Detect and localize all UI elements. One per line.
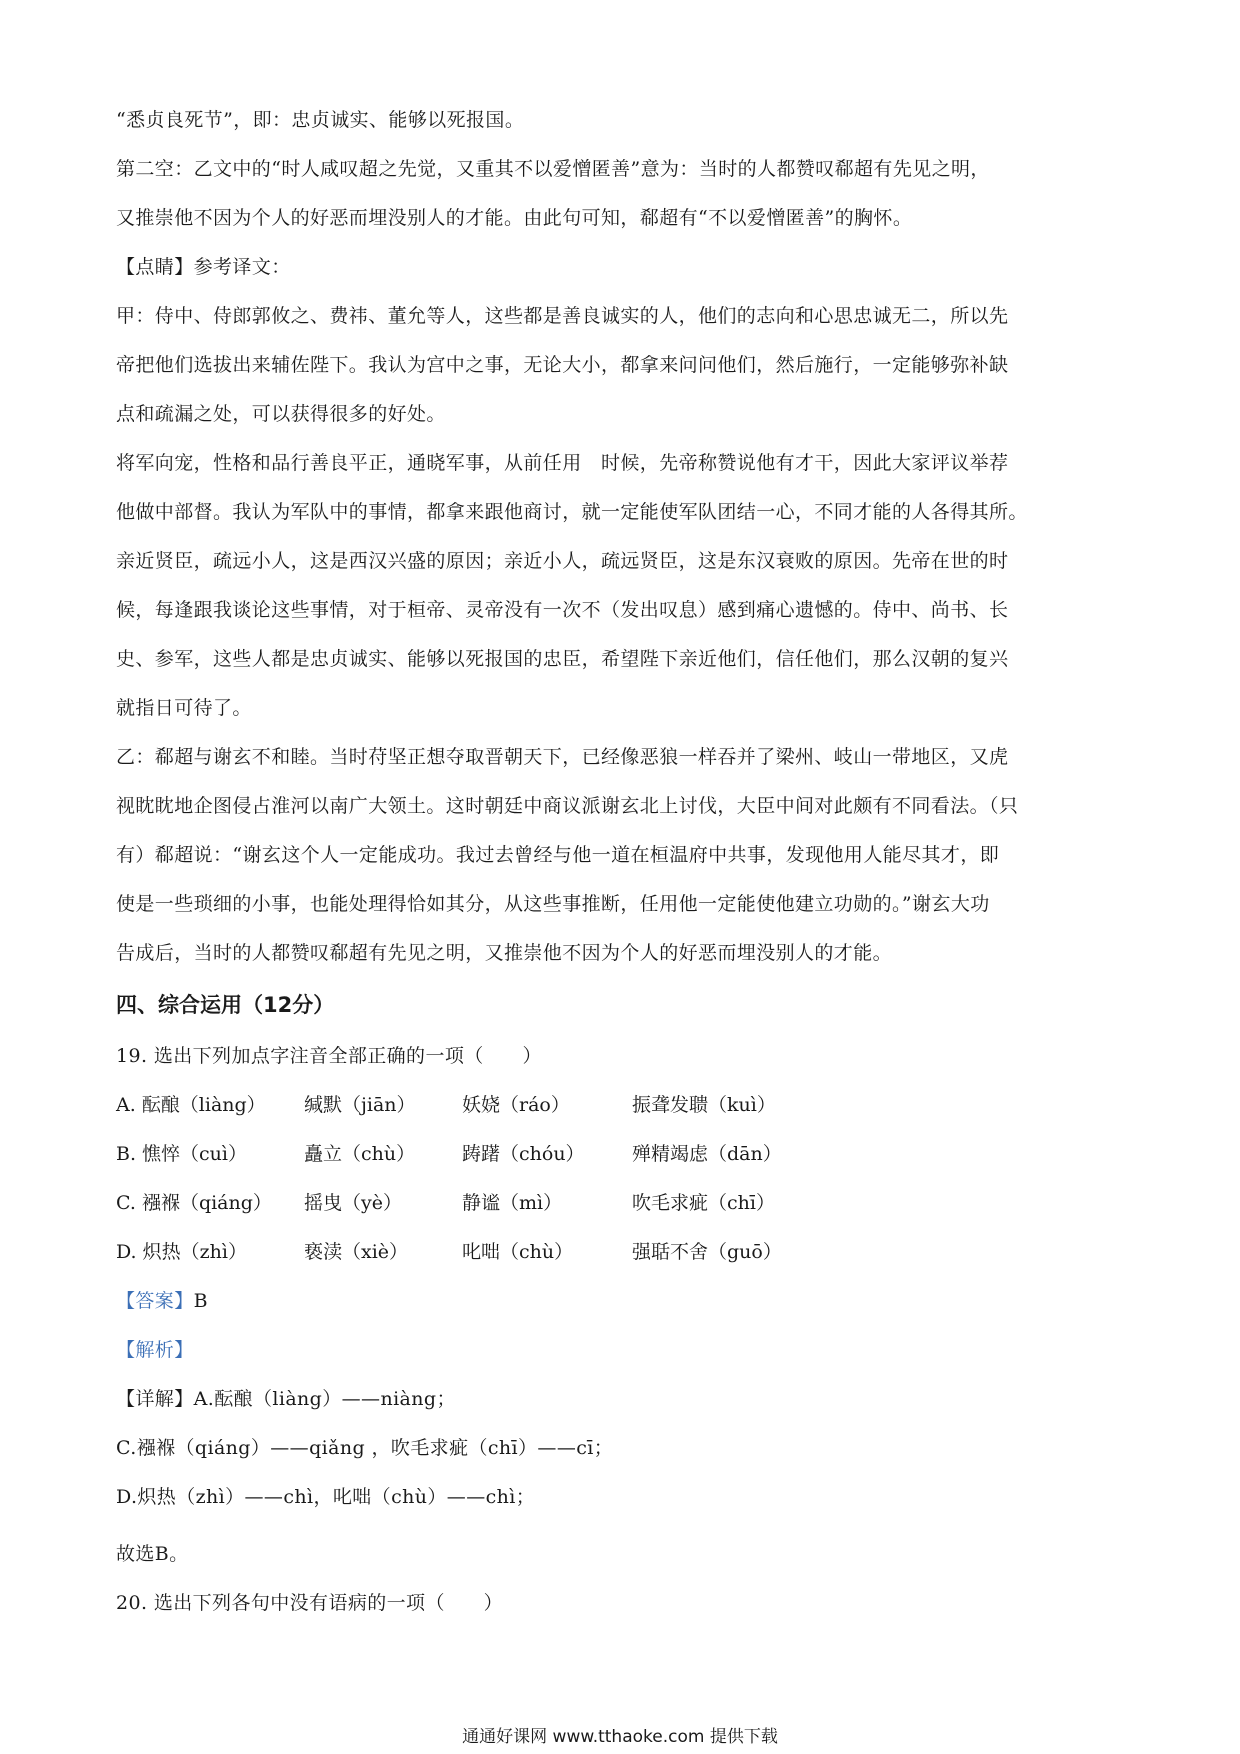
option-item: 叱咄（chù） <box>462 1241 574 1263</box>
option-item: 踌躇（chóu） <box>462 1143 585 1165</box>
translation-jia-line: 点和疏漏之处，可以获得很多的好处。 <box>116 403 446 425</box>
option-item: 妖娆（ráo） <box>462 1094 570 1116</box>
option-item: 静谧（mì） <box>462 1192 563 1214</box>
paragraph-line: 第二空：乙文中的“时人咸叹超之先觉，又重其不以爱憎匿善”意为：当时的人都赞叹郗超有先见之明， <box>116 158 990 180</box>
option-item: 缄默（jiān） <box>304 1094 416 1116</box>
translation-yi-line: 视眈眈地企图侵占淮河以南广大领土。这时朝廷中商议派谢玄北上讨伐，大臣中间对此颇有不同看法。（只 <box>116 795 1019 817</box>
option-item: 吹毛求疵（chī） <box>632 1192 775 1214</box>
option-item: A. 酝酿（liàng） <box>116 1094 266 1116</box>
option-item: 振聋发聩（kuì） <box>632 1094 776 1116</box>
translation-jia-line: 将军向宠，性格和品行善良平正，通晓军事，从前任用 时候，先帝称赞说他有才干，因此大家评议举荐 <box>116 452 1009 474</box>
translation-yi-line: 告成后，当时的人都赞叹郗超有先见之明，又推崇他不因为个人的好恶而埋没别人的才能。 <box>116 942 893 964</box>
analysis-label: 【解析】 <box>116 1339 194 1361</box>
translation-jia-line: 甲：侍中、侍郎郭攸之、费祎、董允等人，这些都是善良诚实的人，他们的志向和心思忠诚无二，所以先 <box>116 305 1009 327</box>
translation-yi-line: 乙：郗超与谢玄不和睦。当时苻坚正想夺取晋朝天下，已经像恶狼一样吞并了梁州、岐山一带地区，又虎 <box>116 746 1009 768</box>
detail-line: D.炽热（zhì）——chì，叱咄（chù）——chì； <box>116 1486 536 1508</box>
option-item: B. 憔悴（cuì） <box>116 1143 247 1165</box>
option-item: 摇曳（yè） <box>304 1192 402 1214</box>
option-item: D. 炽热（zhì） <box>116 1241 247 1263</box>
translation-jia-line: 他做中部督。我认为军队中的事情，都拿来跟他商讨，就一定能使军队团结一心，不同才能的人各得其所。 <box>116 501 1028 523</box>
page-footer: 通通好课网 www.tthaoke.com 提供下载 <box>462 1727 778 1747</box>
translation-yi-line: 使是一些琐细的小事，也能处理得恰如其分，从这些事推断，任用他一定能使他建立功勋的。”谢玄大功 <box>116 893 990 915</box>
option-item: 亵渎（xiè） <box>304 1241 409 1263</box>
conclusion: 故选B。 <box>116 1543 189 1565</box>
option-item: C. 襁褓（qiáng） <box>116 1192 272 1214</box>
translation-jia-line: 亲近贤臣，疏远小人，这是西汉兴盛的原因；亲近小人，疏远贤臣，这是东汉衰败的原因。先帝在世的时 <box>116 550 1009 572</box>
option-item: 矗立（chù） <box>304 1143 416 1165</box>
document-body <box>116 96 1136 1628</box>
translation-jia-line: 就指日可待了。 <box>116 697 252 719</box>
answer-line <box>116 1277 1136 1326</box>
translation-jia-line: 候，每逢跟我谈论这些事情，对于桓帝、灵帝没有一次不（发出叹息）感到痛心遗憾的。侍中、尚书、长 <box>116 599 1009 621</box>
option-c <box>116 1179 1136 1228</box>
option-d <box>116 1228 1136 1277</box>
question-20-stem: 20. 选出下列各句中没有语病的一项（ ） <box>116 1592 504 1614</box>
translation-jia-line: 史、参军，这些人都是忠贞诚实、能够以死报国的忠臣，希望陛下亲近他们，信任他们，那么汉朝的复兴 <box>116 648 1009 670</box>
option-item: 殚精竭虑（dān） <box>632 1143 782 1165</box>
answer-value: B <box>193 1290 208 1312</box>
translation-yi-line: 有）郗超说：“谢玄这个人一定能成功。我过去曾经与他一道在桓温府中共事，发现他用人能尽其才，即 <box>116 844 1000 866</box>
option-a <box>116 1081 1136 1130</box>
option-item: 强聒不舍（guō） <box>632 1241 782 1263</box>
question-19-stem: 19. 选出下列加点字注音全部正确的一项（ ） <box>116 1045 542 1067</box>
paragraph-line: “悉贞良死节”，即：忠贞诚实、能够以死报国。 <box>116 109 525 131</box>
translation-jia-line: 帝把他们选拔出来辅佐陛下。我认为宫中之事，无论大小，都拿来问问他们，然后施行，一定能够弥补缺 <box>116 354 1009 376</box>
option-b <box>116 1130 1136 1179</box>
detail-line: 【详解】A.酝酿（liàng）——niàng； <box>116 1388 456 1410</box>
answer-label: 【答案】 <box>116 1290 194 1312</box>
detail-line: C.襁褓（qiáng）——qiǎng ，吹毛求疵（chī）——cī； <box>116 1437 614 1459</box>
section-title: 四、综合运用（12分） <box>116 993 335 1017</box>
paragraph-line: 又推崇他不因为个人的好恶而埋没别人的才能。由此句可知，郗超有“不以爱憎匿善”的胸怀。 <box>116 207 913 229</box>
dianjing-label: 【点睛】参考译文： <box>116 256 291 278</box>
